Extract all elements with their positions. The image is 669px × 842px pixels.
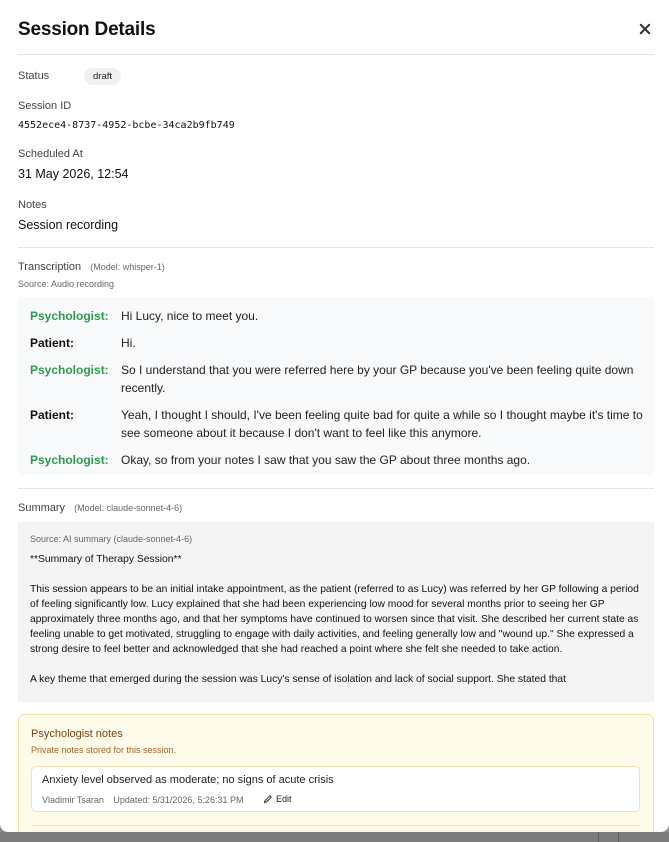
summary-label <box>18 502 182 514</box>
edit-note-button[interactable] <box>263 794 292 804</box>
summary-paragraph: A key theme that emerged during the session was Lucy's sense of isolation and lack of social support. She stated that <box>30 674 566 685</box>
section-divider <box>18 247 654 248</box>
session-id-label: Session ID <box>18 100 72 112</box>
backdrop-divider <box>598 832 599 842</box>
summary-model: (Model: claude-sonnet-4-6) <box>74 503 183 513</box>
turn-text: Hi Lucy, nice to meet you. <box>121 309 259 323</box>
psychologist-notes-panel <box>18 714 654 832</box>
summary-heading: **Summary of Therapy Session** <box>30 554 182 565</box>
transcription-model: (Model: whisper-1) <box>90 262 165 272</box>
speaker-label: Patient: <box>30 408 75 422</box>
edit-label: Edit <box>276 794 292 804</box>
header-divider <box>18 54 654 55</box>
speaker-label: Patient: <box>30 336 75 350</box>
transcript-turn <box>30 334 644 352</box>
turn-text: Okay, so from your notes I saw that you saw the GP about three months ago. <box>121 453 531 467</box>
modal-title: Session Details <box>18 19 156 40</box>
transcript-turn <box>30 307 644 325</box>
backdrop <box>0 832 669 842</box>
summary-source: Source: AI summary (claude-sonnet-4-6) <box>30 534 193 544</box>
close-icon[interactable] <box>638 22 652 36</box>
section-divider <box>18 488 654 489</box>
pencil-icon <box>263 794 273 804</box>
turn-text: Yeah, I thought I should, I've been feeling quite bad for quite a while so I thought maybe it's time to see someone about it because I don't want to feel like this anymore. <box>121 408 643 440</box>
speaker-label: Psychologist: <box>30 363 109 377</box>
notes-divider <box>31 825 640 826</box>
note-card <box>31 766 640 812</box>
summary-paragraph: This session appears to be an initial intake appointment, as the patient (referred to as Lucy) was referred by her GP following a period of feeling significantly low. Lucy explained that she had been experiencing low mood for several months prior to seeing her GP approximately three months ago, and that her symptoms have continued to worsen since that visit. She described her current state as feeling unable to get motivated, struggling to engage with daily activities, and feeling generally low and "wound up." She expressed a strong desire to feel better and acknowledged that she had reached a point where she felt she needed to take action. <box>30 584 639 655</box>
notes-label: Notes <box>18 199 47 211</box>
summary-body <box>30 552 640 702</box>
notes-title: Psychologist notes <box>31 728 123 740</box>
scheduled-at-label: Scheduled At <box>18 148 83 160</box>
transcript-turn <box>30 451 644 469</box>
session-id-value: 4552ece4-8737-4952-bcbe-34ca2b9fb749 <box>18 120 235 131</box>
turn-text: Hi. <box>121 336 136 350</box>
transcript-turn <box>30 406 644 442</box>
status-badge: draft <box>84 68 121 85</box>
summary-title: Summary <box>18 502 66 514</box>
speaker-label: Psychologist: <box>30 453 109 467</box>
notes-subtitle: Private notes stored for this session. <box>31 745 177 755</box>
note-author: Vladimir Tsaran <box>42 795 104 805</box>
speaker-label: Psychologist: <box>30 309 109 323</box>
note-meta <box>42 795 243 805</box>
notes-value: Session recording <box>18 218 119 232</box>
transcription-source: Source: Audio recording <box>18 279 115 289</box>
summary-panel[interactable] <box>18 522 654 702</box>
turn-text: So I understand that you were referred here by your GP because you've been feeling quite down recently. <box>121 363 634 395</box>
status-label: Status <box>18 70 50 82</box>
transcript-turn <box>30 361 644 397</box>
transcription-title: Transcription <box>18 261 82 273</box>
transcript-panel[interactable] <box>18 297 654 475</box>
note-updated: Updated: 5/31/2026, 5:26:31 PM <box>113 795 244 805</box>
transcription-label <box>18 261 165 273</box>
note-body: Anxiety level observed as moderate; no signs of acute crisis <box>42 774 334 786</box>
scheduled-at-value: 31 May 2026, 12:54 <box>18 167 129 181</box>
backdrop-divider <box>618 832 619 842</box>
